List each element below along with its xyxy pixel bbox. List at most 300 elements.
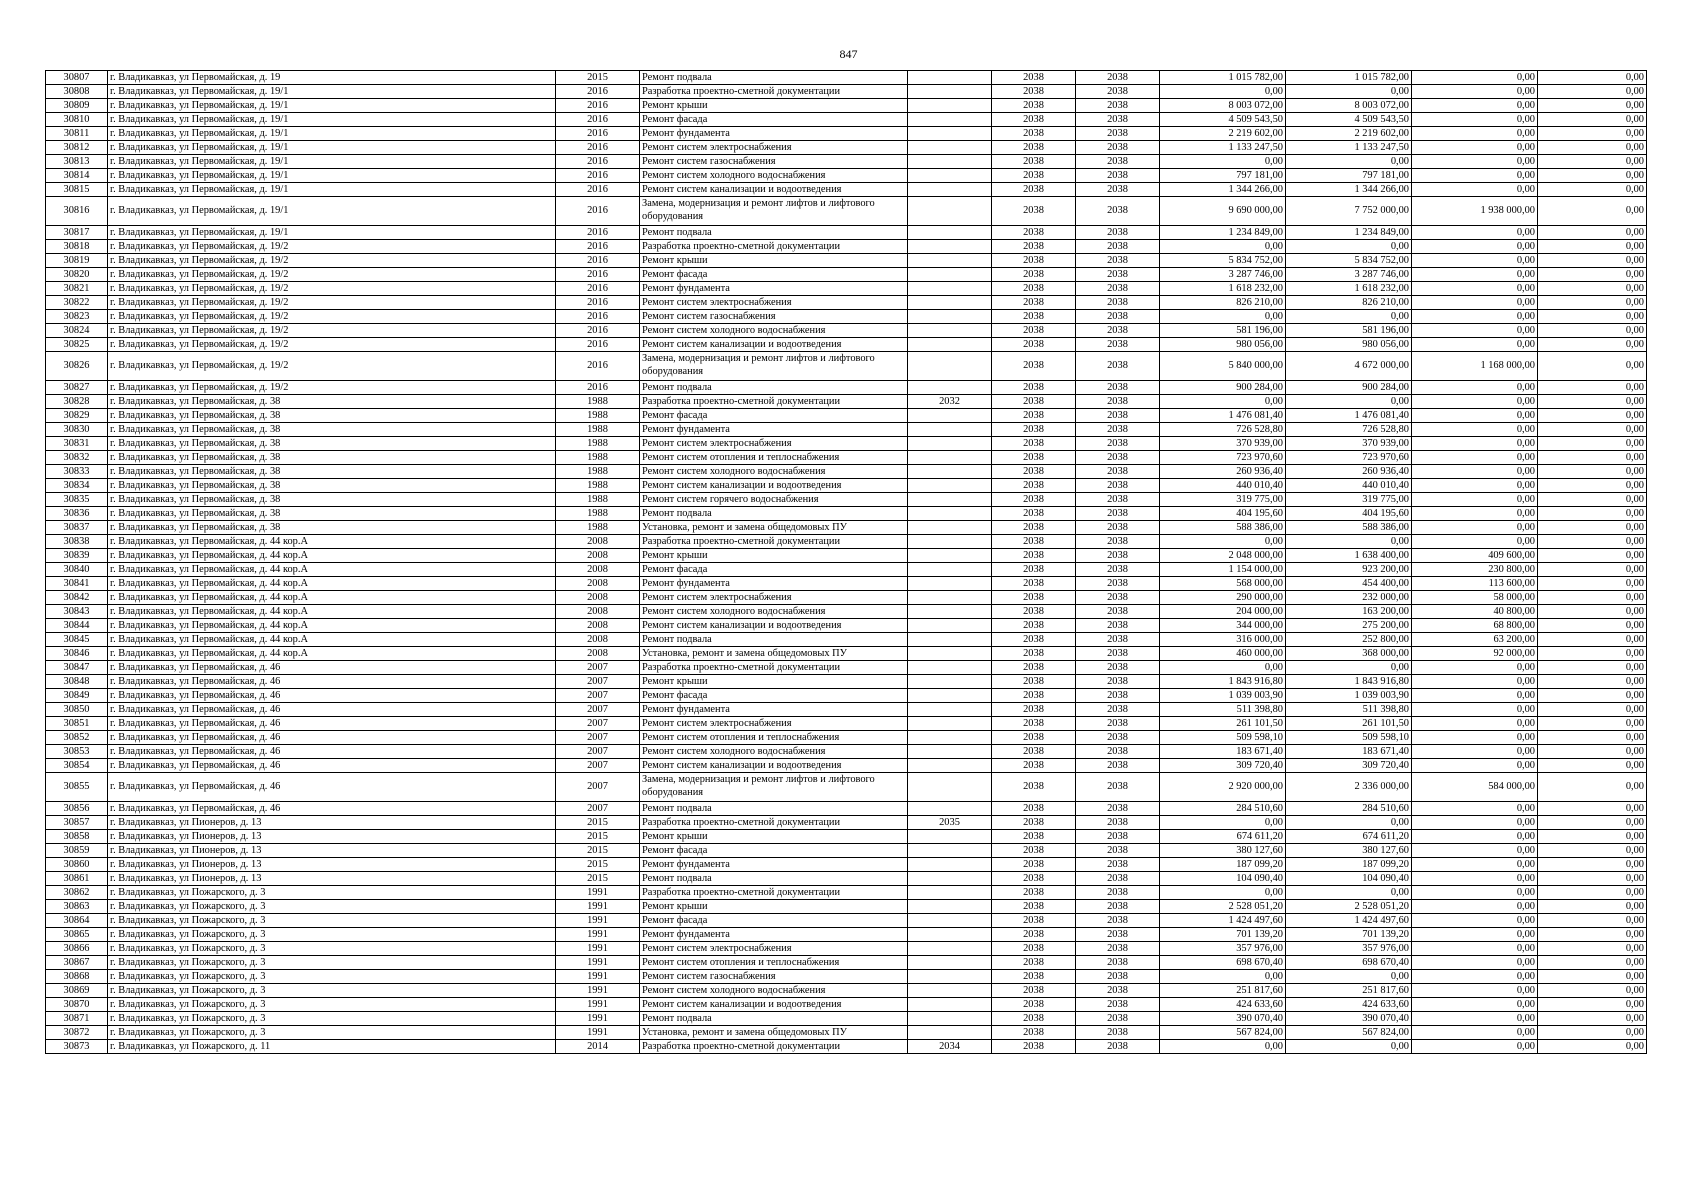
table-row bbox=[46, 282, 1647, 296]
year-end-cell: 2038 bbox=[1076, 381, 1160, 395]
row-id-cell: 30833 bbox=[46, 465, 108, 479]
fund-amount-cell: 390 070,40 bbox=[1286, 1012, 1412, 1026]
row-id-cell: 30873 bbox=[46, 1040, 108, 1054]
address-cell: г. Владикавказ, ул Первомайская, д. 19/2 bbox=[108, 296, 556, 310]
year-built-cell: 2016 bbox=[556, 282, 640, 296]
total-cost-cell: 0,00 bbox=[1160, 395, 1286, 409]
table-row bbox=[46, 479, 1647, 493]
year-start-cell: 2038 bbox=[992, 886, 1076, 900]
extra-amount-cell: 0,00 bbox=[1538, 169, 1647, 183]
work-type-cell: Ремонт фасада bbox=[640, 409, 908, 423]
work-type-cell: Ремонт подвала bbox=[640, 71, 908, 85]
work-type-cell: Ремонт систем электроснабжения bbox=[640, 296, 908, 310]
other-amount-cell: 0,00 bbox=[1412, 127, 1538, 141]
fund-amount-cell: 1 344 266,00 bbox=[1286, 183, 1412, 197]
fund-amount-cell: 581 196,00 bbox=[1286, 324, 1412, 338]
row-id-cell: 30825 bbox=[46, 338, 108, 352]
extra-amount-cell: 0,00 bbox=[1538, 1026, 1647, 1040]
extra-amount-cell: 0,00 bbox=[1538, 465, 1647, 479]
year-start-cell: 2038 bbox=[992, 268, 1076, 282]
work-type-cell: Ремонт крыши bbox=[640, 254, 908, 268]
total-cost-cell: 4 509 543,50 bbox=[1160, 113, 1286, 127]
year-start-cell: 2038 bbox=[992, 633, 1076, 647]
year-built-cell: 2016 bbox=[556, 197, 640, 226]
other-amount-cell: 0,00 bbox=[1412, 409, 1538, 423]
other-amount-cell: 409 600,00 bbox=[1412, 549, 1538, 563]
work-type-cell: Ремонт систем канализации и водоотведения bbox=[640, 998, 908, 1012]
year-start-cell: 2038 bbox=[992, 521, 1076, 535]
fund-amount-cell: 0,00 bbox=[1286, 535, 1412, 549]
fund-amount-cell: 567 824,00 bbox=[1286, 1026, 1412, 1040]
year-start-cell: 2038 bbox=[992, 900, 1076, 914]
address-cell: г. Владикавказ, ул Первомайская, д. 19/2 bbox=[108, 338, 556, 352]
row-id-cell: 30835 bbox=[46, 493, 108, 507]
year-built-cell: 1991 bbox=[556, 998, 640, 1012]
year-end-cell: 2038 bbox=[1076, 563, 1160, 577]
row-id-cell: 30844 bbox=[46, 619, 108, 633]
row-id-cell: 30837 bbox=[46, 521, 108, 535]
work-type-cell: Ремонт крыши bbox=[640, 99, 908, 113]
extra-amount-cell: 0,00 bbox=[1538, 717, 1647, 731]
year-start-cell: 2038 bbox=[992, 99, 1076, 113]
year-built-cell: 1991 bbox=[556, 970, 640, 984]
total-cost-cell: 797 181,00 bbox=[1160, 169, 1286, 183]
planned-year-cell bbox=[908, 984, 992, 998]
address-cell: г. Владикавказ, ул Первомайская, д. 38 bbox=[108, 479, 556, 493]
other-amount-cell: 58 000,00 bbox=[1412, 591, 1538, 605]
work-type-cell: Ремонт систем канализации и водоотведения bbox=[640, 479, 908, 493]
other-amount-cell: 0,00 bbox=[1412, 844, 1538, 858]
work-type-cell: Ремонт систем электроснабжения bbox=[640, 942, 908, 956]
row-id-cell: 30866 bbox=[46, 942, 108, 956]
planned-year-cell bbox=[908, 493, 992, 507]
fund-amount-cell: 1 234 849,00 bbox=[1286, 226, 1412, 240]
year-start-cell: 2038 bbox=[992, 956, 1076, 970]
planned-year-cell bbox=[908, 689, 992, 703]
address-cell: г. Владикавказ, ул Первомайская, д. 38 bbox=[108, 437, 556, 451]
row-id-cell: 30816 bbox=[46, 197, 108, 226]
year-start-cell: 2038 bbox=[992, 816, 1076, 830]
year-end-cell: 2038 bbox=[1076, 1012, 1160, 1026]
work-type-cell: Ремонт подвала bbox=[640, 802, 908, 816]
total-cost-cell: 567 824,00 bbox=[1160, 1026, 1286, 1040]
extra-amount-cell: 0,00 bbox=[1538, 900, 1647, 914]
row-id-cell: 30872 bbox=[46, 1026, 108, 1040]
year-built-cell: 1988 bbox=[556, 437, 640, 451]
year-end-cell: 2038 bbox=[1076, 619, 1160, 633]
work-type-cell: Ремонт крыши bbox=[640, 900, 908, 914]
work-type-cell: Ремонт систем газоснабжения bbox=[640, 310, 908, 324]
total-cost-cell: 726 528,80 bbox=[1160, 423, 1286, 437]
work-type-cell: Разработка проектно-сметной документации bbox=[640, 535, 908, 549]
total-cost-cell: 723 970,60 bbox=[1160, 451, 1286, 465]
address-cell: г. Владикавказ, ул Первомайская, д. 44 кор.А bbox=[108, 549, 556, 563]
planned-year-cell bbox=[908, 155, 992, 169]
other-amount-cell: 0,00 bbox=[1412, 451, 1538, 465]
extra-amount-cell: 0,00 bbox=[1538, 605, 1647, 619]
extra-amount-cell: 0,00 bbox=[1538, 409, 1647, 423]
other-amount-cell: 0,00 bbox=[1412, 381, 1538, 395]
extra-amount-cell: 0,00 bbox=[1538, 591, 1647, 605]
year-end-cell: 2038 bbox=[1076, 745, 1160, 759]
fund-amount-cell: 0,00 bbox=[1286, 886, 1412, 900]
total-cost-cell: 380 127,60 bbox=[1160, 844, 1286, 858]
total-cost-cell: 1 039 003,90 bbox=[1160, 689, 1286, 703]
row-id-cell: 30847 bbox=[46, 661, 108, 675]
extra-amount-cell: 0,00 bbox=[1538, 759, 1647, 773]
address-cell: г. Владикавказ, ул Первомайская, д. 19/2 bbox=[108, 254, 556, 268]
year-start-cell: 2038 bbox=[992, 183, 1076, 197]
fund-amount-cell: 701 139,20 bbox=[1286, 928, 1412, 942]
page-number: 847 bbox=[839, 47, 858, 61]
extra-amount-cell: 0,00 bbox=[1538, 423, 1647, 437]
table-row bbox=[46, 352, 1647, 381]
year-start-cell: 2038 bbox=[992, 296, 1076, 310]
address-cell: г. Владикавказ, ул Пионеров, д. 13 bbox=[108, 844, 556, 858]
work-type-cell: Ремонт фундамента bbox=[640, 703, 908, 717]
year-built-cell: 2008 bbox=[556, 591, 640, 605]
other-amount-cell: 0,00 bbox=[1412, 465, 1538, 479]
fund-amount-cell: 2 219 602,00 bbox=[1286, 127, 1412, 141]
total-cost-cell: 183 671,40 bbox=[1160, 745, 1286, 759]
work-type-cell: Ремонт крыши bbox=[640, 549, 908, 563]
year-built-cell: 2016 bbox=[556, 141, 640, 155]
planned-year-cell bbox=[908, 352, 992, 381]
work-type-cell: Ремонт систем канализации и водоотведения bbox=[640, 759, 908, 773]
year-built-cell: 2007 bbox=[556, 675, 640, 689]
work-type-cell: Ремонт систем канализации и водоотведения bbox=[640, 183, 908, 197]
year-start-cell: 2038 bbox=[992, 1026, 1076, 1040]
extra-amount-cell: 0,00 bbox=[1538, 85, 1647, 99]
table-row bbox=[46, 928, 1647, 942]
other-amount-cell: 0,00 bbox=[1412, 717, 1538, 731]
year-start-cell: 2038 bbox=[992, 844, 1076, 858]
total-cost-cell: 8 003 072,00 bbox=[1160, 99, 1286, 113]
table-row bbox=[46, 395, 1647, 409]
planned-year-cell bbox=[908, 113, 992, 127]
fund-amount-cell: 380 127,60 bbox=[1286, 844, 1412, 858]
other-amount-cell: 113 600,00 bbox=[1412, 577, 1538, 591]
fund-amount-cell: 0,00 bbox=[1286, 240, 1412, 254]
total-cost-cell: 1 476 081,40 bbox=[1160, 409, 1286, 423]
fund-amount-cell: 1 424 497,60 bbox=[1286, 914, 1412, 928]
year-end-cell: 2038 bbox=[1076, 1026, 1160, 1040]
address-cell: г. Владикавказ, ул Первомайская, д. 44 кор.А bbox=[108, 605, 556, 619]
total-cost-cell: 0,00 bbox=[1160, 310, 1286, 324]
work-type-cell: Ремонт систем электроснабжения bbox=[640, 717, 908, 731]
year-start-cell: 2038 bbox=[992, 451, 1076, 465]
address-cell: г. Владикавказ, ул Первомайская, д. 38 bbox=[108, 395, 556, 409]
year-end-cell: 2038 bbox=[1076, 282, 1160, 296]
year-start-cell: 2038 bbox=[992, 409, 1076, 423]
planned-year-cell bbox=[908, 324, 992, 338]
table-row bbox=[46, 802, 1647, 816]
fund-amount-cell: 454 400,00 bbox=[1286, 577, 1412, 591]
total-cost-cell: 204 000,00 bbox=[1160, 605, 1286, 619]
work-type-cell: Ремонт систем электроснабжения bbox=[640, 141, 908, 155]
year-built-cell: 2007 bbox=[556, 703, 640, 717]
work-type-cell: Ремонт систем холодного водоснабжения bbox=[640, 605, 908, 619]
year-built-cell: 2008 bbox=[556, 563, 640, 577]
year-built-cell: 2008 bbox=[556, 549, 640, 563]
total-cost-cell: 509 598,10 bbox=[1160, 731, 1286, 745]
year-start-cell: 2038 bbox=[992, 169, 1076, 183]
planned-year-cell bbox=[908, 268, 992, 282]
year-built-cell: 1991 bbox=[556, 1012, 640, 1026]
fund-amount-cell: 698 670,40 bbox=[1286, 956, 1412, 970]
year-built-cell: 1988 bbox=[556, 451, 640, 465]
fund-amount-cell: 183 671,40 bbox=[1286, 745, 1412, 759]
planned-year-cell bbox=[908, 844, 992, 858]
row-id-cell: 30827 bbox=[46, 381, 108, 395]
fund-amount-cell: 723 970,60 bbox=[1286, 451, 1412, 465]
other-amount-cell: 0,00 bbox=[1412, 479, 1538, 493]
total-cost-cell: 284 510,60 bbox=[1160, 802, 1286, 816]
year-end-cell: 2038 bbox=[1076, 970, 1160, 984]
other-amount-cell: 0,00 bbox=[1412, 675, 1538, 689]
year-built-cell: 2008 bbox=[556, 605, 640, 619]
year-built-cell: 2016 bbox=[556, 254, 640, 268]
year-built-cell: 1991 bbox=[556, 900, 640, 914]
other-amount-cell: 0,00 bbox=[1412, 113, 1538, 127]
row-id-cell: 30861 bbox=[46, 872, 108, 886]
planned-year-cell bbox=[908, 141, 992, 155]
year-start-cell: 2038 bbox=[992, 549, 1076, 563]
extra-amount-cell: 0,00 bbox=[1538, 535, 1647, 549]
table-row bbox=[46, 886, 1647, 900]
year-built-cell: 2016 bbox=[556, 268, 640, 282]
row-id-cell: 30862 bbox=[46, 886, 108, 900]
total-cost-cell: 511 398,80 bbox=[1160, 703, 1286, 717]
work-type-cell: Ремонт фундамента bbox=[640, 127, 908, 141]
work-type-cell: Ремонт систем холодного водоснабжения bbox=[640, 984, 908, 998]
address-cell: г. Владикавказ, ул Первомайская, д. 19/2 bbox=[108, 324, 556, 338]
extra-amount-cell: 0,00 bbox=[1538, 745, 1647, 759]
address-cell: г. Владикавказ, ул Первомайская, д. 46 bbox=[108, 689, 556, 703]
other-amount-cell: 0,00 bbox=[1412, 338, 1538, 352]
planned-year-cell bbox=[908, 759, 992, 773]
total-cost-cell: 9 690 000,00 bbox=[1160, 197, 1286, 226]
extra-amount-cell: 0,00 bbox=[1538, 731, 1647, 745]
work-type-cell: Установка, ремонт и замена общедомовых ПУ bbox=[640, 1026, 908, 1040]
other-amount-cell: 0,00 bbox=[1412, 296, 1538, 310]
fund-amount-cell: 2 528 051,20 bbox=[1286, 900, 1412, 914]
address-cell: г. Владикавказ, ул Пожарского, д. 3 bbox=[108, 998, 556, 1012]
year-built-cell: 2007 bbox=[556, 773, 640, 802]
planned-year-cell: 2034 bbox=[908, 1040, 992, 1054]
year-end-cell: 2038 bbox=[1076, 99, 1160, 113]
fund-amount-cell: 1 133 247,50 bbox=[1286, 141, 1412, 155]
other-amount-cell: 1 938 000,00 bbox=[1412, 197, 1538, 226]
year-start-cell: 2038 bbox=[992, 591, 1076, 605]
year-end-cell: 2038 bbox=[1076, 113, 1160, 127]
row-id-cell: 30856 bbox=[46, 802, 108, 816]
extra-amount-cell: 0,00 bbox=[1538, 998, 1647, 1012]
table-row bbox=[46, 619, 1647, 633]
other-amount-cell: 0,00 bbox=[1412, 507, 1538, 521]
row-id-cell: 30808 bbox=[46, 85, 108, 99]
table-row bbox=[46, 535, 1647, 549]
total-cost-cell: 0,00 bbox=[1160, 1040, 1286, 1054]
other-amount-cell: 0,00 bbox=[1412, 423, 1538, 437]
year-built-cell: 2008 bbox=[556, 633, 640, 647]
planned-year-cell bbox=[908, 773, 992, 802]
row-id-cell: 30814 bbox=[46, 169, 108, 183]
extra-amount-cell: 0,00 bbox=[1538, 549, 1647, 563]
table-body bbox=[46, 71, 1647, 1054]
table-row bbox=[46, 844, 1647, 858]
table-row bbox=[46, 675, 1647, 689]
fund-amount-cell: 104 090,40 bbox=[1286, 872, 1412, 886]
other-amount-cell: 0,00 bbox=[1412, 1012, 1538, 1026]
year-end-cell: 2038 bbox=[1076, 155, 1160, 169]
address-cell: г. Владикавказ, ул Пожарского, д. 3 bbox=[108, 1012, 556, 1026]
total-cost-cell: 357 976,00 bbox=[1160, 942, 1286, 956]
row-id-cell: 30824 bbox=[46, 324, 108, 338]
address-cell: г. Владикавказ, ул Первомайская, д. 44 кор.А bbox=[108, 563, 556, 577]
planned-year-cell bbox=[908, 928, 992, 942]
year-end-cell: 2038 bbox=[1076, 423, 1160, 437]
work-type-cell: Разработка проектно-сметной документации bbox=[640, 85, 908, 99]
year-start-cell: 2038 bbox=[992, 465, 1076, 479]
year-start-cell: 2038 bbox=[992, 731, 1076, 745]
extra-amount-cell: 0,00 bbox=[1538, 886, 1647, 900]
address-cell: г. Владикавказ, ул Первомайская, д. 46 bbox=[108, 661, 556, 675]
extra-amount-cell: 0,00 bbox=[1538, 296, 1647, 310]
year-built-cell: 2007 bbox=[556, 717, 640, 731]
year-end-cell: 2038 bbox=[1076, 956, 1160, 970]
fund-amount-cell: 726 528,80 bbox=[1286, 423, 1412, 437]
year-built-cell: 1988 bbox=[556, 395, 640, 409]
year-start-cell: 2038 bbox=[992, 85, 1076, 99]
year-start-cell: 2038 bbox=[992, 423, 1076, 437]
fund-amount-cell: 4 509 543,50 bbox=[1286, 113, 1412, 127]
extra-amount-cell: 0,00 bbox=[1538, 324, 1647, 338]
year-built-cell: 2008 bbox=[556, 619, 640, 633]
fund-amount-cell: 0,00 bbox=[1286, 661, 1412, 675]
row-id-cell: 30859 bbox=[46, 844, 108, 858]
fund-amount-cell: 0,00 bbox=[1286, 395, 1412, 409]
other-amount-cell: 0,00 bbox=[1412, 956, 1538, 970]
total-cost-cell: 2 920 000,00 bbox=[1160, 773, 1286, 802]
fund-amount-cell: 260 936,40 bbox=[1286, 465, 1412, 479]
extra-amount-cell: 0,00 bbox=[1538, 113, 1647, 127]
year-built-cell: 1988 bbox=[556, 465, 640, 479]
total-cost-cell: 0,00 bbox=[1160, 886, 1286, 900]
planned-year-cell bbox=[908, 900, 992, 914]
address-cell: г. Владикавказ, ул Первомайская, д. 19/2 bbox=[108, 381, 556, 395]
fund-amount-cell: 923 200,00 bbox=[1286, 563, 1412, 577]
table-row bbox=[46, 155, 1647, 169]
planned-year-cell bbox=[908, 563, 992, 577]
table-row bbox=[46, 437, 1647, 451]
row-id-cell: 30819 bbox=[46, 254, 108, 268]
row-id-cell: 30839 bbox=[46, 549, 108, 563]
year-end-cell: 2038 bbox=[1076, 731, 1160, 745]
year-start-cell: 2038 bbox=[992, 127, 1076, 141]
row-id-cell: 30857 bbox=[46, 816, 108, 830]
total-cost-cell: 187 099,20 bbox=[1160, 858, 1286, 872]
year-start-cell: 2038 bbox=[992, 310, 1076, 324]
table-row bbox=[46, 872, 1647, 886]
year-end-cell: 2038 bbox=[1076, 268, 1160, 282]
year-built-cell: 1991 bbox=[556, 956, 640, 970]
fund-amount-cell: 275 200,00 bbox=[1286, 619, 1412, 633]
row-id-cell: 30868 bbox=[46, 970, 108, 984]
row-id-cell: 30817 bbox=[46, 226, 108, 240]
address-cell: г. Владикавказ, ул Пожарского, д. 3 bbox=[108, 914, 556, 928]
table-row bbox=[46, 689, 1647, 703]
address-cell: г. Владикавказ, ул Пожарского, д. 3 bbox=[108, 956, 556, 970]
year-end-cell: 2038 bbox=[1076, 507, 1160, 521]
fund-amount-cell: 404 195,60 bbox=[1286, 507, 1412, 521]
total-cost-cell: 290 000,00 bbox=[1160, 591, 1286, 605]
table-row bbox=[46, 577, 1647, 591]
total-cost-cell: 0,00 bbox=[1160, 661, 1286, 675]
other-amount-cell: 0,00 bbox=[1412, 872, 1538, 886]
total-cost-cell: 701 139,20 bbox=[1160, 928, 1286, 942]
address-cell: г. Владикавказ, ул Первомайская, д. 46 bbox=[108, 773, 556, 802]
year-start-cell: 2038 bbox=[992, 437, 1076, 451]
table-row bbox=[46, 731, 1647, 745]
fund-amount-cell: 826 210,00 bbox=[1286, 296, 1412, 310]
extra-amount-cell: 0,00 bbox=[1538, 703, 1647, 717]
address-cell: г. Владикавказ, ул Первомайская, д. 38 bbox=[108, 521, 556, 535]
address-cell: г. Владикавказ, ул Пожарского, д. 3 bbox=[108, 970, 556, 984]
year-built-cell: 2016 bbox=[556, 155, 640, 169]
address-cell: г. Владикавказ, ул Первомайская, д. 38 bbox=[108, 423, 556, 437]
other-amount-cell: 68 800,00 bbox=[1412, 619, 1538, 633]
address-cell: г. Владикавказ, ул Первомайская, д. 46 bbox=[108, 731, 556, 745]
total-cost-cell: 251 817,60 bbox=[1160, 984, 1286, 998]
capital-repair-table bbox=[45, 70, 1647, 1054]
table-row bbox=[46, 1012, 1647, 1026]
work-type-cell: Ремонт систем газоснабжения bbox=[640, 970, 908, 984]
other-amount-cell: 0,00 bbox=[1412, 268, 1538, 282]
total-cost-cell: 2 219 602,00 bbox=[1160, 127, 1286, 141]
year-start-cell: 2038 bbox=[992, 1012, 1076, 1026]
total-cost-cell: 1 843 916,80 bbox=[1160, 675, 1286, 689]
extra-amount-cell: 0,00 bbox=[1538, 956, 1647, 970]
year-end-cell: 2038 bbox=[1076, 647, 1160, 661]
fund-amount-cell: 900 284,00 bbox=[1286, 381, 1412, 395]
year-end-cell: 2038 bbox=[1076, 141, 1160, 155]
fund-amount-cell: 284 510,60 bbox=[1286, 802, 1412, 816]
year-start-cell: 2038 bbox=[992, 773, 1076, 802]
table-row bbox=[46, 113, 1647, 127]
total-cost-cell: 404 195,60 bbox=[1160, 507, 1286, 521]
other-amount-cell: 0,00 bbox=[1412, 71, 1538, 85]
total-cost-cell: 344 000,00 bbox=[1160, 619, 1286, 633]
year-built-cell: 1991 bbox=[556, 984, 640, 998]
address-cell: г. Владикавказ, ул Первомайская, д. 44 кор.А bbox=[108, 591, 556, 605]
year-end-cell: 2038 bbox=[1076, 338, 1160, 352]
fund-amount-cell: 1 476 081,40 bbox=[1286, 409, 1412, 423]
year-built-cell: 2015 bbox=[556, 830, 640, 844]
other-amount-cell: 0,00 bbox=[1412, 816, 1538, 830]
row-id-cell: 30869 bbox=[46, 984, 108, 998]
year-end-cell: 2038 bbox=[1076, 759, 1160, 773]
other-amount-cell: 0,00 bbox=[1412, 324, 1538, 338]
table-row bbox=[46, 226, 1647, 240]
fund-amount-cell: 261 101,50 bbox=[1286, 717, 1412, 731]
other-amount-cell: 0,00 bbox=[1412, 254, 1538, 268]
year-end-cell: 2038 bbox=[1076, 521, 1160, 535]
other-amount-cell: 0,00 bbox=[1412, 661, 1538, 675]
extra-amount-cell: 0,00 bbox=[1538, 352, 1647, 381]
extra-amount-cell: 0,00 bbox=[1538, 254, 1647, 268]
year-start-cell: 2038 bbox=[992, 535, 1076, 549]
